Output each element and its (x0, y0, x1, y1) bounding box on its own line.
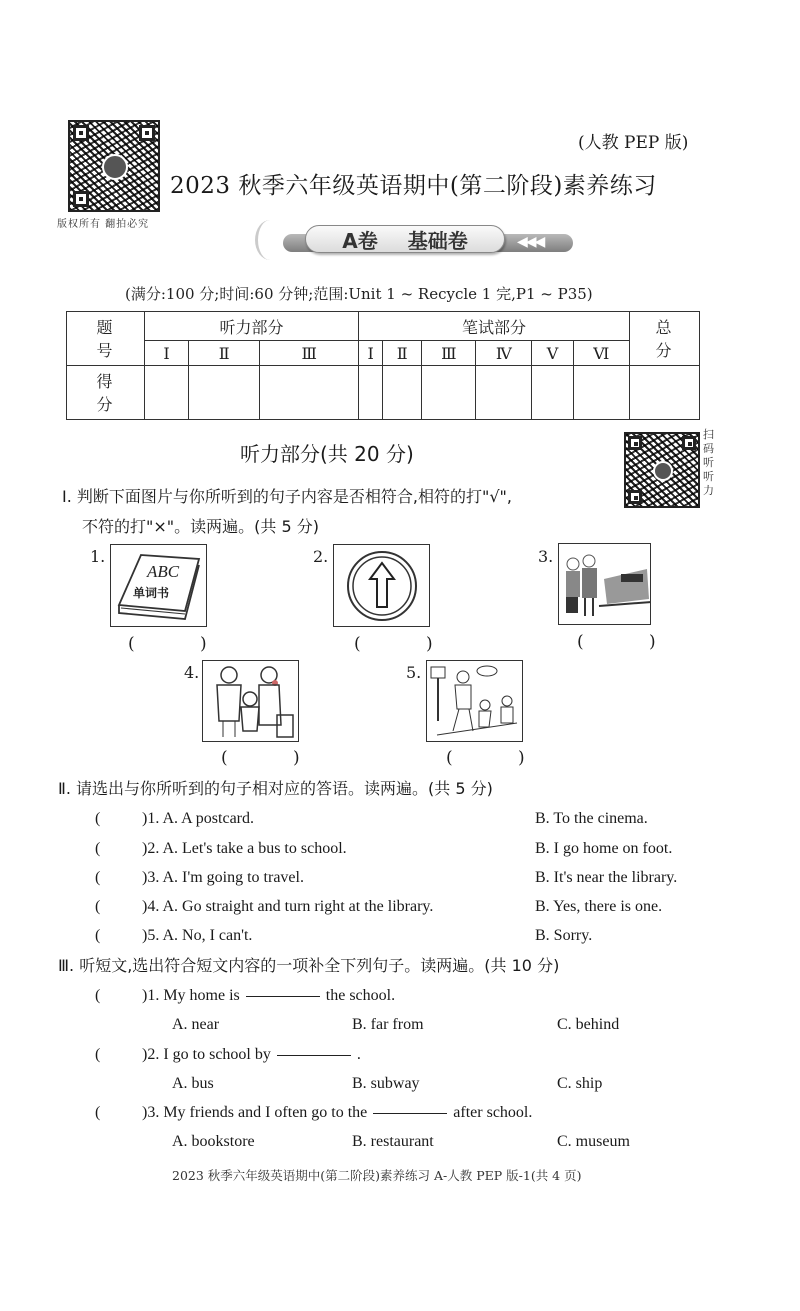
part2-heading: Ⅱ. 请选出与你所听到的句子相对应的答语。读两遍。(共 5 分) (58, 779, 493, 798)
option-b: B. subway (352, 1075, 420, 1092)
sentence-after: after school. (453, 1104, 533, 1121)
picture-3-number: 3. (538, 547, 554, 566)
fill-blank[interactable] (373, 1113, 447, 1114)
score-cell[interactable] (573, 365, 629, 419)
picture-2 (333, 544, 430, 627)
qr-code-listening (624, 432, 700, 508)
score-cell[interactable] (476, 365, 532, 419)
col-writing-6: Ⅵ (573, 341, 629, 366)
picture-4 (202, 660, 299, 742)
family-travel-icon (203, 661, 299, 742)
sentence-before: I go to school by (163, 1046, 271, 1063)
edition-label: (人教 PEP 版) (578, 133, 689, 153)
option-b: B. To the cinema. (535, 810, 648, 827)
row-label-question-number: 题 号 (67, 312, 145, 366)
score-cell[interactable] (383, 365, 422, 419)
page-title: 2023 秋季六年级英语期中(第二阶段)素养练习 (170, 173, 657, 199)
picture-1 (110, 544, 207, 627)
fill-blank[interactable] (246, 996, 320, 997)
col-writing-4: Ⅳ (476, 341, 532, 366)
total-score-cell[interactable] (630, 365, 700, 419)
page-footer: 2023 秋季六年级英语期中(第二阶段)素养练习 A-人教 PEP 版-1(共 4 页) (172, 1168, 582, 1183)
item-number: )1. (142, 987, 160, 1004)
part1-heading: Ⅰ. 判断下面图片与你所听到的句子内容是否相符合,相符的打"√", 不符的打"×"。读两遍。(共 5 分) (62, 487, 512, 536)
scan-to-listen-label: 扫码听听力 (703, 428, 714, 497)
picture-5-answer[interactable]: ( ) (446, 748, 555, 768)
score-cell[interactable] (188, 365, 259, 419)
row-label-score: 得 分 (67, 365, 145, 419)
option-a: A. Go straight and turn right at the library. (162, 898, 434, 915)
col-writing-5: Ⅴ (532, 341, 573, 366)
answer-paren[interactable]: ( (95, 1104, 101, 1121)
option-b: B. far from (352, 1016, 424, 1033)
picture-5-number: 5. (406, 663, 422, 682)
option-a: A. bookstore (172, 1133, 255, 1150)
listening-section-title: 听力部分(共 20 分) (240, 442, 414, 466)
picture-4-number: 4. (184, 663, 200, 682)
item-number: )2. (142, 840, 160, 857)
answer-paren[interactable]: ( (95, 898, 101, 915)
picture-1-answer[interactable]: ( ) (128, 634, 237, 654)
total-score-label: 总 分 (630, 312, 700, 366)
banner-basic-paper: 基础卷 (407, 228, 468, 253)
go-straight-sign-icon (334, 545, 430, 627)
answer-paren[interactable]: ( (95, 810, 101, 827)
option-b: B. Sorry. (535, 927, 593, 944)
col-listening-3: Ⅲ (260, 341, 359, 366)
score-cell[interactable] (145, 365, 189, 419)
option-c: C. ship (557, 1075, 603, 1092)
triple-arrow-icon: ◀◀◀ (517, 234, 544, 250)
col-writing-1: Ⅰ (359, 341, 383, 366)
train-station-icon (559, 544, 651, 625)
item-number: )3. (142, 869, 160, 886)
score-cell[interactable] (422, 365, 476, 419)
option-a: A. I'm going to travel. (162, 869, 304, 886)
banner-paper-a: A卷 (342, 228, 378, 253)
option-c: C. behind (557, 1016, 620, 1033)
item-number: )3. (142, 1104, 160, 1121)
item-number: )5. (142, 927, 160, 944)
col-writing-2: Ⅱ (383, 341, 422, 366)
col-listening-2: Ⅱ (188, 341, 259, 366)
score-cell[interactable] (532, 365, 573, 419)
option-a: A. near (172, 1016, 220, 1033)
picture-2-number: 2. (313, 547, 329, 566)
picture-3 (558, 543, 651, 625)
group-listening: 听力部分 (145, 312, 359, 341)
item-number: )4. (142, 898, 160, 915)
picture-5 (426, 660, 523, 742)
item-number: )2. (142, 1046, 160, 1063)
exam-info: (满分:100 分;时间:60 分钟;范围:Unit 1 ~ Recycle 1 完,P1 ~ P35) (125, 285, 593, 303)
option-b: B. I go home on foot. (535, 840, 673, 857)
option-b: B. It's near the library. (535, 869, 678, 886)
option-c: C. museum (557, 1133, 630, 1150)
group-writing: 笔试部分 (359, 312, 630, 341)
sentence-after: the school. (325, 987, 396, 1004)
option-a: A. Let's take a bus to school. (162, 840, 347, 857)
part3-heading: Ⅲ. 听短文,选出符合短文内容的一项补全下列句子。读两遍。(共 10 分) (58, 956, 560, 975)
answer-paren[interactable]: ( (95, 927, 101, 944)
col-listening-1: Ⅰ (145, 341, 189, 366)
sentence-before: My home is (163, 987, 240, 1004)
sentence-after: . (356, 1046, 361, 1063)
option-b: B. Yes, there is one. (535, 898, 663, 915)
score-cell[interactable] (359, 365, 383, 419)
picture-2-answer[interactable]: ( ) (354, 634, 463, 654)
svg-text:单词书: 单词书 (133, 586, 170, 600)
qr-code-top (68, 120, 160, 212)
picture-3-answer[interactable]: ( ) (577, 632, 686, 652)
option-a: A. bus (172, 1075, 214, 1092)
picture-1-number: 1. (90, 547, 106, 566)
fill-blank[interactable] (277, 1055, 351, 1056)
item-number: )1. (142, 810, 160, 827)
decorative-swirl-icon (255, 220, 285, 260)
answer-paren[interactable]: ( (95, 1046, 101, 1063)
paper-type-banner (255, 220, 575, 260)
picture-4-answer[interactable]: ( ) (221, 748, 330, 768)
vocabulary-book-icon (111, 545, 207, 627)
score-cell[interactable] (260, 365, 359, 419)
col-writing-3: Ⅲ (422, 341, 476, 366)
option-b: B. restaurant (352, 1133, 434, 1150)
score-table (66, 311, 700, 420)
answer-paren[interactable]: ( (95, 840, 101, 857)
answer-paren[interactable]: ( (95, 987, 101, 1004)
crossing-street-icon (427, 661, 523, 742)
option-a: A. A postcard. (162, 810, 254, 827)
copyright-notice: 版权所有 翻拍必究 (57, 219, 150, 230)
sentence-before: My friends and I often go to the (163, 1104, 368, 1121)
answer-paren[interactable]: ( (95, 869, 101, 886)
svg-text:ABC: ABC (147, 562, 180, 581)
option-a: A. No, I can't. (162, 927, 253, 944)
